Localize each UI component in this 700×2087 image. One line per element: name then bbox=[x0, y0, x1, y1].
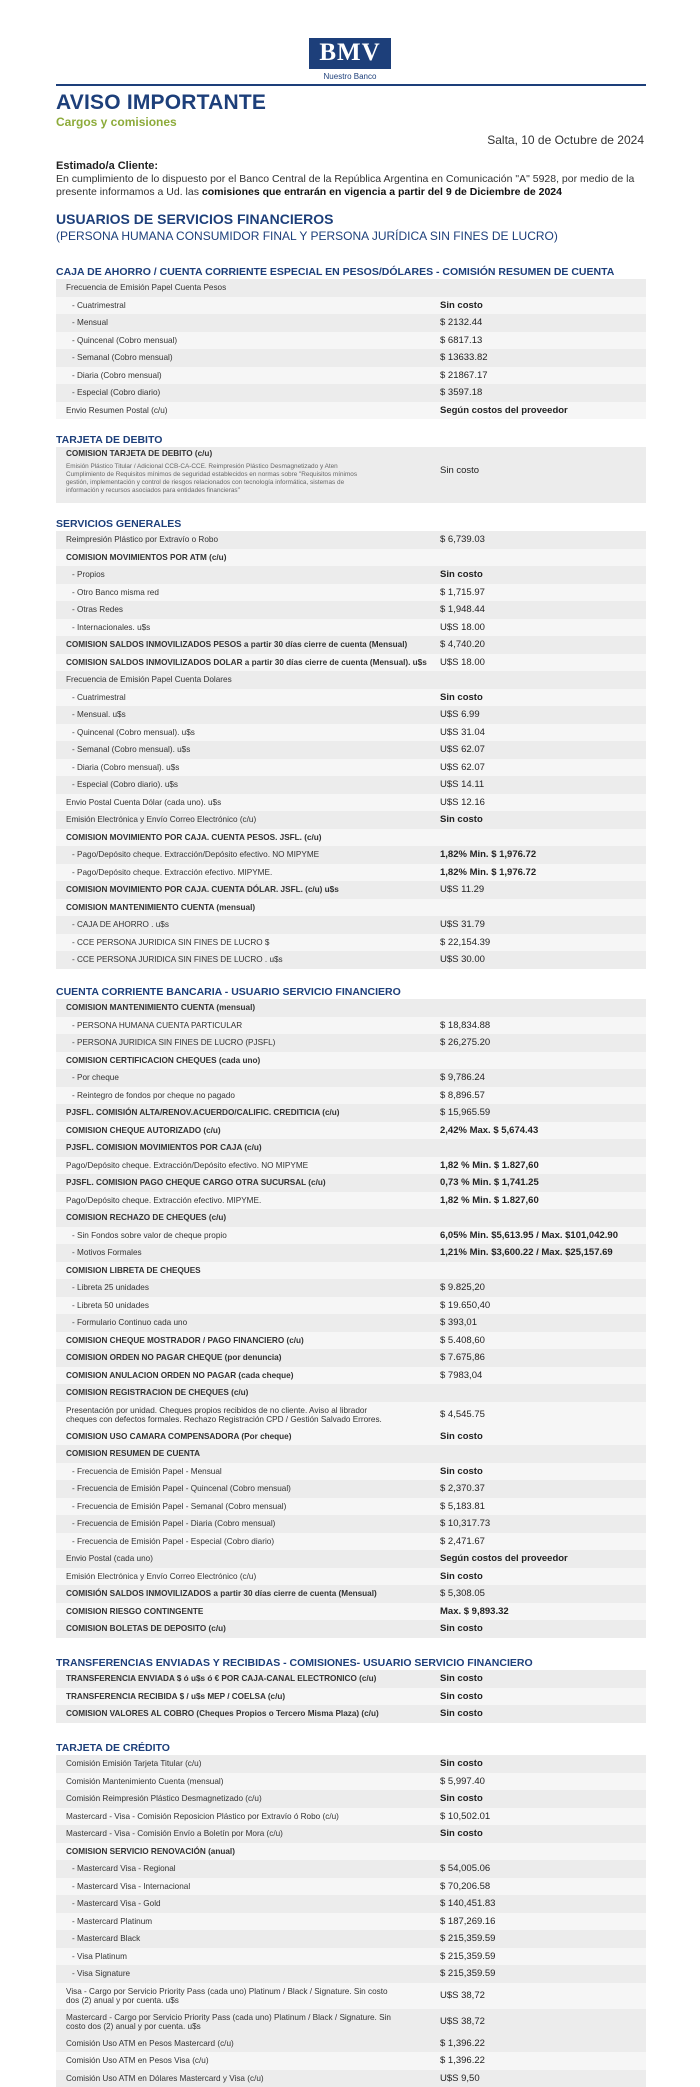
section-title: CUENTA CORRIENTE BANCARIA - USUARIO SERVICIO FINANCIERO bbox=[56, 985, 646, 999]
fee-row bbox=[56, 1860, 646, 1878]
fee-label: - Propios bbox=[72, 566, 105, 584]
fee-row bbox=[56, 829, 646, 847]
fee-row bbox=[56, 1705, 646, 1723]
fee-row bbox=[56, 1585, 646, 1603]
fee-label: COMISION LIBRETA DE CHEQUES bbox=[66, 1262, 201, 1280]
fee-row bbox=[56, 759, 646, 777]
fee-value: $ 1,715.97 bbox=[440, 584, 485, 602]
fee-value: 1,82% Min. $ 1,976.72 bbox=[440, 846, 536, 864]
fee-row bbox=[56, 811, 646, 829]
fee-row bbox=[56, 1480, 646, 1498]
fee-row bbox=[56, 1808, 646, 1826]
fee-row bbox=[56, 899, 646, 917]
fee-label: Mastercard - Visa - Comisión Reposicion Plástico por Extravío ó Robo (c/u) bbox=[66, 1808, 339, 1826]
fee-value: 2,42% Max. $ 5,674.43 bbox=[440, 1122, 538, 1140]
fee-row bbox=[56, 916, 646, 934]
fee-value: $ 10,502.01 bbox=[440, 1808, 490, 1826]
fee-value: $ 18,834.88 bbox=[440, 1017, 490, 1035]
fee-row bbox=[56, 1174, 646, 1192]
fee-table bbox=[56, 999, 646, 1402]
fee-row bbox=[56, 1948, 646, 1966]
fee-label: - Especial (Cobro diario) bbox=[72, 384, 160, 402]
fee-label: - Pago/Depósito cheque. Extracción/Depósito efectivo. NO MIPYME bbox=[72, 846, 319, 864]
intro-bold: comisiones que entrarán en vigencia a partir del 9 de Diciembre de 2024 bbox=[202, 186, 562, 198]
fee-row bbox=[56, 531, 646, 549]
fee-value: $ 1,396.22 bbox=[440, 2052, 485, 2070]
fee-value: Max. $ 9,893.32 bbox=[440, 1603, 509, 1621]
fee-value: $ 5,183.81 bbox=[440, 1498, 485, 1516]
fee-value: Sin costo bbox=[440, 1755, 483, 1773]
fee-row bbox=[56, 1139, 646, 1157]
fee-row bbox=[56, 1244, 646, 1262]
fee-row bbox=[56, 1367, 646, 1385]
fee-value: 1,82% Min. $ 1,976.72 bbox=[440, 864, 536, 882]
fee-label: - Cuatrimestral bbox=[72, 297, 126, 315]
fee-row bbox=[56, 1122, 646, 1140]
fee-row bbox=[56, 601, 646, 619]
fee-label: Comisión Uso ATM en Pesos Mastercard (c/u) bbox=[66, 2035, 234, 2053]
fee-value: $ 6817.13 bbox=[440, 332, 482, 350]
fee-row bbox=[56, 776, 646, 794]
fee-row bbox=[56, 549, 646, 567]
fee-row bbox=[56, 1463, 646, 1481]
fee-label: COMISION MANTENIMIENTO CUENTA (mensual) bbox=[66, 899, 255, 917]
fee-label: - PERSONA HUMANA CUENTA PARTICULAR bbox=[72, 1017, 242, 1035]
fee-label: Mastercard - Visa - Comisión Envío a Boletín por Mora (c/u) bbox=[66, 1825, 283, 1843]
fee-row bbox=[56, 1192, 646, 1210]
fee-row bbox=[56, 1314, 646, 1332]
fee-row bbox=[56, 1279, 646, 1297]
fee-row bbox=[56, 1515, 646, 1533]
fee-label: COMISION BOLETAS DE DEPOSITO (c/u) bbox=[66, 1620, 226, 1638]
fee-value: $ 1,396.22 bbox=[440, 2035, 485, 2053]
fee-row bbox=[56, 636, 646, 654]
fee-value: U$S 12.16 bbox=[440, 794, 485, 812]
fee-label: - Mastercard Visa - Gold bbox=[72, 1895, 161, 1913]
fee-row bbox=[56, 741, 646, 759]
fee-value: $ 19.650,40 bbox=[440, 1297, 490, 1315]
fee-label: - Formulario Continuo cada uno bbox=[72, 1314, 187, 1332]
fee-label: - Mastercard Platinum bbox=[72, 1913, 152, 1931]
fee-label: COMISION TARJETA DE DEBITO (c/u) bbox=[66, 449, 212, 458]
fee-value: Sin costo bbox=[440, 689, 483, 707]
fee-value: $ 215,359.59 bbox=[440, 1948, 495, 1966]
fee-table bbox=[56, 1428, 646, 1638]
fee-row bbox=[56, 619, 646, 637]
bmv-logo: BMV bbox=[309, 38, 390, 69]
fee-label: - Otras Redes bbox=[72, 601, 123, 619]
fee-value: $ 215,359.59 bbox=[440, 1965, 495, 1983]
fee-value: $ 70,206.58 bbox=[440, 1878, 490, 1896]
fee-row bbox=[56, 934, 646, 952]
fee-label: - Por cheque bbox=[72, 1069, 119, 1087]
fee-label: COMISION CERTIFICACION CHEQUES (cada uno) bbox=[66, 1052, 260, 1070]
fee-row bbox=[56, 1878, 646, 1896]
section-transferencias bbox=[56, 1656, 646, 1723]
fee-row-double bbox=[56, 2009, 646, 2035]
fee-row bbox=[56, 367, 646, 385]
fee-value: Sin costo bbox=[440, 1705, 483, 1723]
fee-label: Envio Postal Cuenta Dólar (cada uno). u$s bbox=[66, 794, 221, 812]
fee-value: U$S 38,72 bbox=[440, 1983, 485, 2009]
fee-value: U$S 62.07 bbox=[440, 759, 485, 777]
fee-value: Sin costo bbox=[440, 1620, 483, 1638]
fee-row bbox=[56, 1104, 646, 1122]
fee-label: COMISION SALDOS INMOVILIZADOS DOLAR a partir 30 días cierre de cuenta (Mensual). u$s bbox=[66, 654, 427, 672]
fee-value: U$S 9,50 bbox=[440, 2070, 480, 2087]
fee-value: Sin costo bbox=[440, 297, 483, 315]
fee-row bbox=[56, 1790, 646, 1808]
fee-row bbox=[56, 402, 646, 420]
fee-label: - Frecuencia de Emisión Papel - Mensual bbox=[72, 1463, 222, 1481]
fee-label: TRANSFERENCIA RECIBIDA $ / u$s MEP / COELSA (c/u) bbox=[66, 1688, 285, 1706]
fee-value: U$S 6.99 bbox=[440, 706, 480, 724]
fee-row bbox=[56, 384, 646, 402]
fee-value: $ 4,740.20 bbox=[440, 636, 485, 654]
fee-row bbox=[56, 1755, 646, 1773]
fee-label: Emisión Electrónica y Envío Correo Electrónico (c/u) bbox=[66, 811, 256, 829]
fee-row bbox=[56, 1227, 646, 1245]
fee-row bbox=[56, 349, 646, 367]
fee-row bbox=[56, 1930, 646, 1948]
fee-row bbox=[56, 279, 646, 297]
fee-label: - Quincenal (Cobro mensual) bbox=[72, 332, 177, 350]
fee-label: - Internacionales. u$s bbox=[72, 619, 150, 637]
fee-value: Sin costo bbox=[440, 1670, 483, 1688]
fee-value: U$S 14.11 bbox=[440, 776, 484, 794]
fee-row bbox=[56, 1913, 646, 1931]
fee-label: Comisión Uso ATM en Dólares Mastercard y Visa (c/u) bbox=[66, 2070, 264, 2087]
fee-label: COMISION MOVIMIENTO POR CAJA. CUENTA PESOS. JSFL. (c/u) bbox=[66, 829, 322, 847]
fee-label: - Mastercard Visa - Internacional bbox=[72, 1878, 190, 1896]
fee-label: Comisión Emisión Tarjeta Titular (c/u) bbox=[66, 1755, 201, 1773]
fee-value: $ 8,896.57 bbox=[440, 1087, 485, 1105]
fee-label: PJSFL. COMISION PAGO CHEQUE CARGO OTRA SUCURSAL (c/u) bbox=[66, 1174, 326, 1192]
fee-value: $ 393,01 bbox=[440, 1314, 477, 1332]
fee-label: - PERSONA JURIDICA SIN FINES DE LUCRO (PJSFL) bbox=[72, 1034, 275, 1052]
fee-value: $ 7983,04 bbox=[440, 1367, 482, 1385]
fee-row bbox=[56, 297, 646, 315]
fee-label: COMISION MOVIMIENTO POR CAJA. CUENTA DÓLAR. JSFL. (c/u) u$s bbox=[66, 881, 339, 899]
fee-label: Pago/Depósito cheque. Extracción/Depósito efectivo. NO MIPYME bbox=[66, 1157, 308, 1175]
section-tarjeta-credito bbox=[56, 1741, 646, 2087]
fee-row bbox=[56, 1550, 646, 1568]
fee-label: - Pago/Depósito cheque. Extracción efectivo. MIPYME. bbox=[72, 864, 272, 882]
fee-row bbox=[56, 1262, 646, 1280]
fee-label: - Motivos Formales bbox=[72, 1244, 142, 1262]
fee-value: $ 15,965.59 bbox=[440, 1104, 490, 1122]
fee-value: Sin costo bbox=[440, 1428, 483, 1446]
fee-label: - Libreta 50 unidades bbox=[72, 1297, 149, 1315]
usuarios-title: USUARIOS DE SERVICIOS FINANCIEROS bbox=[56, 211, 333, 227]
fee-label: Envio Resumen Postal (c/u) bbox=[66, 402, 167, 420]
fee-value: $ 2,370.37 bbox=[440, 1480, 485, 1498]
fee-row bbox=[56, 951, 646, 969]
fee-label: - Otro Banco misma red bbox=[72, 584, 159, 602]
fee-label: COMISION REGISTRACION DE CHEQUES (c/u) bbox=[66, 1384, 248, 1402]
bank-logo bbox=[0, 38, 700, 81]
section-title: TARJETA DE CRÉDITO bbox=[56, 1741, 646, 1755]
fee-note: Emisión Plástico Titular / Adicional CCB-CA-CCE. Reimpresión Plástico Desmagnetizado y Aten Cumplimiento de Requisitos mínimos de seguridad establecidos en normas sobre "Requisitos mínimos gestión, implementación y control de riesgos relacionados con tecnología informática, sistemas de información y recursos asociados para entidades financieras" bbox=[66, 463, 366, 495]
fee-value: U$S 30.00 bbox=[440, 951, 485, 969]
fee-row bbox=[56, 332, 646, 350]
fee-row bbox=[56, 1384, 646, 1402]
fee-value: $ 26,275.20 bbox=[440, 1034, 490, 1052]
fee-label: Comisión Uso ATM en Pesos Visa (c/u) bbox=[66, 2052, 209, 2070]
fee-row bbox=[56, 2070, 646, 2087]
fee-label: Envio Postal (cada uno) bbox=[66, 1550, 153, 1568]
fee-row bbox=[56, 1620, 646, 1638]
fee-label: TRANSFERENCIA ENVIADA $ ó u$s ó € POR CAJA-CANAL ELECTRONICO (c/u) bbox=[66, 1670, 376, 1688]
fee-value: $ 4,545.75 bbox=[440, 1402, 485, 1428]
intro-paragraph bbox=[56, 173, 651, 199]
header-rule bbox=[56, 84, 646, 86]
fee-label: Comisión Mantenimiento Cuenta (mensual) bbox=[66, 1773, 223, 1791]
fee-value: $ 13633.82 bbox=[440, 349, 488, 367]
fee-label: - Frecuencia de Emisión Papel - Diaria (Cobro mensual) bbox=[72, 1515, 275, 1533]
document-date: Salta, 10 de Octubre de 2024 bbox=[487, 133, 644, 147]
fee-label: - CAJA DE AHORRO . u$s bbox=[72, 916, 169, 934]
fee-label: - Cuatrimestral bbox=[72, 689, 126, 707]
fee-label: Reimpresión Plástico por Extravío o Robo bbox=[66, 531, 218, 549]
fee-row bbox=[56, 1157, 646, 1175]
fee-table bbox=[56, 2035, 646, 2087]
fee-value: U$S 31.04 bbox=[440, 724, 485, 742]
fee-label: COMISION RECHAZO DE CHEQUES (c/u) bbox=[66, 1209, 226, 1227]
fee-label: Pago/Depósito cheque. Extracción efectivo. MIPYME. bbox=[66, 1192, 261, 1210]
fee-value: $ 5,997.40 bbox=[440, 1773, 485, 1791]
fee-label: - Libreta 25 unidades bbox=[72, 1279, 149, 1297]
fee-row bbox=[56, 1533, 646, 1551]
fee-row bbox=[56, 1069, 646, 1087]
fee-value: Según costos del proveedor bbox=[440, 1550, 568, 1568]
fee-label: COMISION MANTENIMIENTO CUENTA (mensual) bbox=[66, 999, 255, 1017]
fee-label: Mastercard - Cargo por Servicio Priority Pass (cada uno) Platinum / Black / Signature. Sin costo dos (2) anual y por cuenta. u$s bbox=[66, 2013, 396, 2032]
fee-value: 1,82 % Min. $ 1.827,60 bbox=[440, 1192, 539, 1210]
fee-row bbox=[56, 1568, 646, 1586]
fee-value: Sin costo bbox=[440, 465, 479, 476]
fee-label: COMISION ORDEN NO PAGAR CHEQUE (por denuncia) bbox=[66, 1349, 281, 1367]
fee-row bbox=[56, 724, 646, 742]
fee-value: U$S 11.29 bbox=[440, 881, 484, 899]
fee-label: - Mensual. u$s bbox=[72, 706, 126, 724]
fee-table bbox=[56, 1755, 646, 1983]
fee-label: - Mastercard Visa - Regional bbox=[72, 1860, 176, 1878]
fee-label: - Diaria (Cobro mensual). u$s bbox=[72, 759, 179, 777]
fee-value: $ 2,471.67 bbox=[440, 1533, 485, 1551]
fee-row bbox=[56, 1297, 646, 1315]
fee-row bbox=[56, 1965, 646, 1983]
fee-row-double bbox=[56, 1983, 646, 2009]
fee-table bbox=[56, 279, 646, 419]
fee-row bbox=[56, 1825, 646, 1843]
fee-row bbox=[56, 846, 646, 864]
fee-label: - Semanal (Cobro mensual). u$s bbox=[72, 741, 190, 759]
fee-label: - CCE PERSONA JURIDICA SIN FINES DE LUCRO $ bbox=[72, 934, 269, 952]
fee-value: 1,21% Min. $3,600.22 / Max. $25,157.69 bbox=[440, 1244, 613, 1262]
fee-row bbox=[56, 881, 646, 899]
fee-value: $ 3597.18 bbox=[440, 384, 482, 402]
fee-table bbox=[56, 1670, 646, 1723]
section-title: CAJA DE AHORRO / CUENTA CORRIENTE ESPECIAL EN PESOS/DÓLARES - COMISIÓN RESUMEN DE CUENTA bbox=[56, 265, 646, 279]
greeting: Estimado/a Cliente: bbox=[56, 160, 158, 172]
fee-value: U$S 18.00 bbox=[440, 619, 485, 637]
fee-value: $ 5.408,60 bbox=[440, 1332, 485, 1350]
fee-value: $ 6,739.03 bbox=[440, 531, 485, 549]
fee-row bbox=[56, 1209, 646, 1227]
fee-row bbox=[56, 1670, 646, 1688]
fee-label: COMISION SALDOS INMOVILIZADOS PESOS a partir 30 días cierre de cuenta (Mensual) bbox=[66, 636, 407, 654]
fee-label: Presentación por unidad. Cheques propios recibidos de no cliente. Aviso al librador cheques con defectos formales. Rechazo Registración CPD / Gestión Salvado Errores. bbox=[66, 1406, 396, 1425]
fee-row bbox=[56, 706, 646, 724]
fee-label: COMISION CHEQUE MOSTRADOR / PAGO FINANCIERO (c/u) bbox=[66, 1332, 304, 1350]
fee-value: $ 140,451.83 bbox=[440, 1895, 495, 1913]
fee-label: COMISION MOVIMIENTOS POR ATM (c/u) bbox=[66, 549, 226, 567]
fee-value: Sin costo bbox=[440, 1568, 483, 1586]
intro-text: En cumplimiento de lo dispuesto por el Banco Central de la República Argentina en Comunicación "A" 5928, por medio de la presente informamos a Ud. las bbox=[56, 173, 634, 198]
fee-label: Frecuencia de Emisión Papel Cuenta Dolares bbox=[66, 671, 232, 689]
fee-label: PJSFL. COMISIÓN ALTA/RENOV.ACUERDO/CALIFIC. CREDITICIA (c/u) bbox=[66, 1104, 340, 1122]
fee-value: $ 54,005.06 bbox=[440, 1860, 490, 1878]
fee-label: - Reintegro de fondos por cheque no pagado bbox=[72, 1087, 235, 1105]
fee-value: 1,82 % Min. $ 1.827,60 bbox=[440, 1157, 539, 1175]
fee-value: $ 9.825,20 bbox=[440, 1279, 485, 1297]
fee-row bbox=[56, 566, 646, 584]
fee-label: COMISION VALORES AL COBRO (Cheques Propios o Tercero Misma Plaza) (c/u) bbox=[66, 1705, 379, 1723]
section-title: SERVICIOS GENERALES bbox=[56, 517, 646, 531]
fee-label: COMISION RIESGO CONTINGENTE bbox=[66, 1603, 203, 1621]
fee-label: - Mensual bbox=[72, 314, 108, 332]
fee-row bbox=[56, 1688, 646, 1706]
fee-label: - Especial (Cobro diario). u$s bbox=[72, 776, 178, 794]
fee-value: Sin costo bbox=[440, 1463, 483, 1481]
fee-row bbox=[56, 584, 646, 602]
fee-row bbox=[56, 1052, 646, 1070]
fee-row bbox=[56, 794, 646, 812]
fee-label: - Sin Fondos sobre valor de cheque propio bbox=[72, 1227, 227, 1245]
fee-value: U$S 18.00 bbox=[440, 654, 485, 672]
page-subtitle: Cargos y comisiones bbox=[56, 115, 177, 129]
fee-label: - Mastercard Black bbox=[72, 1930, 140, 1948]
section-servicios-generales bbox=[56, 517, 646, 969]
section-title: TRANSFERENCIAS ENVIADAS Y RECIBIDAS - COMISIONES- USUARIO SERVICIO FINANCIERO bbox=[56, 1656, 646, 1670]
fee-value: Según costos del proveedor bbox=[440, 402, 568, 420]
fee-value: U$S 38,72 bbox=[440, 2009, 485, 2035]
fee-value: $ 10,317.73 bbox=[440, 1515, 490, 1533]
fee-value: 6,05% Min. $5,613.95 / Max. $101,042.90 bbox=[440, 1227, 618, 1245]
section-tarjeta-debito bbox=[56, 433, 646, 503]
fee-value: Sin costo bbox=[440, 811, 483, 829]
fee-row bbox=[56, 1773, 646, 1791]
fee-label: - Frecuencia de Emisión Papel - Especial (Cobro diario) bbox=[72, 1533, 274, 1551]
fee-label: PJSFL. COMISION MOVIMIENTOS POR CAJA (c/u) bbox=[66, 1139, 262, 1157]
fee-row bbox=[56, 2035, 646, 2053]
fee-label: COMISION USO CAMARA COMPENSADORA (Por cheque) bbox=[66, 1428, 291, 1446]
debit-card-fee-row bbox=[56, 447, 646, 503]
fee-value: U$S 31.79 bbox=[440, 916, 485, 934]
fee-row bbox=[56, 1017, 646, 1035]
fee-value: $ 22,154.39 bbox=[440, 934, 490, 952]
page-title: AVISO IMPORTANTE bbox=[56, 91, 266, 115]
fee-value: $ 21867.17 bbox=[440, 367, 488, 385]
fee-row bbox=[56, 1034, 646, 1052]
fee-row bbox=[56, 654, 646, 672]
fee-value: Sin costo bbox=[440, 1688, 483, 1706]
fee-label: - Visa Signature bbox=[72, 1965, 130, 1983]
fee-value: Sin costo bbox=[440, 1790, 483, 1808]
fee-row bbox=[56, 314, 646, 332]
fee-value: $ 1,948.44 bbox=[440, 601, 485, 619]
fee-label: COMISION RESUMEN DE CUENTA bbox=[66, 1445, 200, 1463]
section-cuenta-corriente bbox=[56, 985, 646, 1638]
fee-label: - Frecuencia de Emisión Papel - Quincenal (Cobro mensual) bbox=[72, 1480, 291, 1498]
fee-label: - Quincenal (Cobro mensual). u$s bbox=[72, 724, 195, 742]
fee-label: - Frecuencia de Emisión Papel - Semanal (Cobro mensual) bbox=[72, 1498, 286, 1516]
usuarios-subtitle: (PERSONA HUMANA CONSUMIDOR FINAL Y PERSONA JURÍDICA SIN FINES DE LUCRO) bbox=[56, 229, 558, 243]
fee-row bbox=[56, 1332, 646, 1350]
fee-table bbox=[56, 531, 646, 969]
fee-value: Sin costo bbox=[440, 566, 483, 584]
fee-value: $ 187,269.16 bbox=[440, 1913, 495, 1931]
fee-value: 0,73 % Min. $ 1,741.25 bbox=[440, 1174, 539, 1192]
fee-row bbox=[56, 1895, 646, 1913]
logo-tagline: Nuestro Banco bbox=[0, 72, 700, 81]
fee-row bbox=[56, 864, 646, 882]
fee-row bbox=[56, 1603, 646, 1621]
fee-value: $ 215,359.59 bbox=[440, 1930, 495, 1948]
section-caja-ahorro bbox=[56, 265, 646, 419]
fee-row bbox=[56, 1498, 646, 1516]
fee-value: $ 7.675,86 bbox=[440, 1349, 485, 1367]
fee-label: - Diaria (Cobro mensual) bbox=[72, 367, 162, 385]
fee-label: - CCE PERSONA JURIDICA SIN FINES DE LUCRO . u$s bbox=[72, 951, 283, 969]
fee-row bbox=[56, 689, 646, 707]
fee-row bbox=[56, 1843, 646, 1861]
fee-label: COMISION SERVICIO RENOVACIÓN (anual) bbox=[66, 1843, 235, 1861]
fee-label: COMISIÓN SALDOS INMOVILIZADOS a partir 30 días cierre de cuenta (Mensual) bbox=[66, 1585, 377, 1603]
fee-row bbox=[56, 1087, 646, 1105]
section-title: TARJETA DE DEBITO bbox=[56, 433, 646, 447]
fee-value: U$S 62.07 bbox=[440, 741, 485, 759]
fee-row bbox=[56, 671, 646, 689]
fee-label: COMISION CHEQUE AUTORIZADO (c/u) bbox=[66, 1122, 221, 1140]
fee-value: $ 9,786.24 bbox=[440, 1069, 485, 1087]
fee-label: Comisión Reimpresión Plástico Desmagnetizado (c/u) bbox=[66, 1790, 262, 1808]
fee-label: - Semanal (Cobro mensual) bbox=[72, 349, 173, 367]
fee-row bbox=[56, 1349, 646, 1367]
fee-label: - Visa Platinum bbox=[72, 1948, 127, 1966]
fee-label: Frecuencia de Emisión Papel Cuenta Pesos bbox=[66, 279, 226, 297]
fee-label: COMISION ANULACION ORDEN NO PAGAR (cada cheque) bbox=[66, 1367, 293, 1385]
fee-row bbox=[56, 999, 646, 1017]
fee-row bbox=[56, 1445, 646, 1463]
fee-value: $ 5,308.05 bbox=[440, 1585, 485, 1603]
fee-label: Emisión Electrónica y Envío Correo Electrónico (c/u) bbox=[66, 1568, 256, 1586]
fee-value: Sin costo bbox=[440, 1825, 483, 1843]
fee-row-double bbox=[56, 1402, 646, 1428]
fee-row bbox=[56, 1428, 646, 1446]
fee-label: Visa - Cargo por Servicio Priority Pass (cada uno) Platinum / Black / Signature. Sin costo dos (2) anual y por cuenta. u$s bbox=[66, 1987, 396, 2006]
fee-value: $ 2132.44 bbox=[440, 314, 482, 332]
